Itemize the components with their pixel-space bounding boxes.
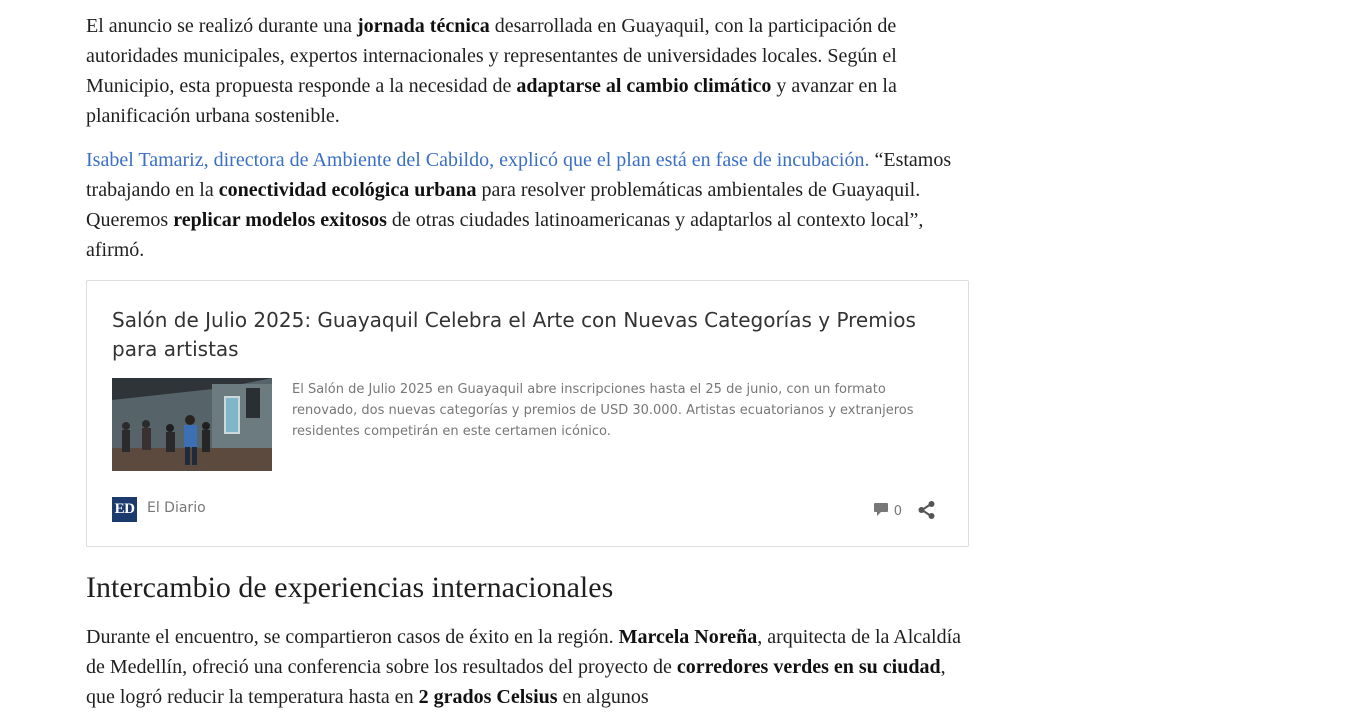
embed-excerpt: El Salón de Julio 2025 en Guayaquil abre inscripciones hasta el 25 de junio, con un formato renovado, dos nuevas categorías y premios de USD 30.000. Artistas ecuatorianos y extranjeros residentes competirán en este certamen icónico. <box>292 382 914 439</box>
share-button[interactable] <box>916 499 938 521</box>
p3-bold-norena: Marcela Noreña <box>618 626 758 648</box>
comment-count: 0 <box>893 503 902 519</box>
p2-text-2: para resolver problemáticas ambientales de Guayaquil. Queremos <box>86 179 921 231</box>
p2-text-3: de otras ciudades latinoamericanas y adaptarlos al contexto local”, afirmó. <box>86 209 924 261</box>
paragraph-experiences <box>86 622 971 712</box>
p1-bold-jornada: jornada técnica <box>357 15 490 37</box>
p3-text-3: , que logró reducir la temperatura hasta en <box>86 656 946 708</box>
p1-text-2: desarrollada en Guayaquil, con la participación de autoridades municipales, expertos internacionales y representantes de universidades locales. Según el Municipio, esta propuesta responde a la necesidad de <box>86 15 897 97</box>
p1-text-1: El anuncio se realizó durante una <box>86 15 357 37</box>
p2-bold-replicar: replicar modelos exitosos <box>173 209 387 231</box>
p3-bold-corredores: corredores verdes en su ciudad <box>676 656 941 678</box>
p3-text-1: Durante el encuentro, se compartieron casos de éxito en la región. <box>86 626 619 648</box>
p3-text-2: , arquitecta de la Alcaldía de Medellín, ofreció una conferencia sobre los resultados del proyecto de <box>86 626 962 678</box>
tamariz-link-text[interactable]: Isabel Tamariz, directora de Ambiente del Cabildo, explicó que el plan está en fase de incubación. <box>86 149 870 171</box>
p2-text-1: “Estamos trabajando en la <box>86 149 952 201</box>
embed-title[interactable]: Salón de Julio 2025: Guayaquil Celebra el Arte con Nuevas Categorías y Premios para artistas <box>112 308 916 361</box>
comments-button[interactable] <box>873 501 902 521</box>
p2-bold-conectividad: conectividad ecológica urbana <box>218 179 477 201</box>
p1-bold-cambio: adaptarse al cambio climático <box>516 75 772 97</box>
share-icon <box>916 508 938 525</box>
site-name[interactable]: El Diario <box>147 500 206 516</box>
site-logo[interactable]: ED <box>112 497 137 522</box>
p1-text-3: y avanzar en la planificación urbana sostenible. <box>86 75 897 127</box>
paragraph-quote <box>86 145 971 265</box>
paragraph-announcement <box>86 11 971 131</box>
section-heading: Intercambio de experiencias internacionales <box>86 571 614 604</box>
p3-text-4: en algunos <box>557 686 649 708</box>
embedded-article-card[interactable] <box>86 280 969 547</box>
embed-thumbnail-image[interactable] <box>112 378 272 471</box>
comment-bubble-icon <box>873 501 889 522</box>
embed-footer <box>112 497 938 523</box>
p3-bold-grados: 2 grados Celsius <box>418 686 558 708</box>
